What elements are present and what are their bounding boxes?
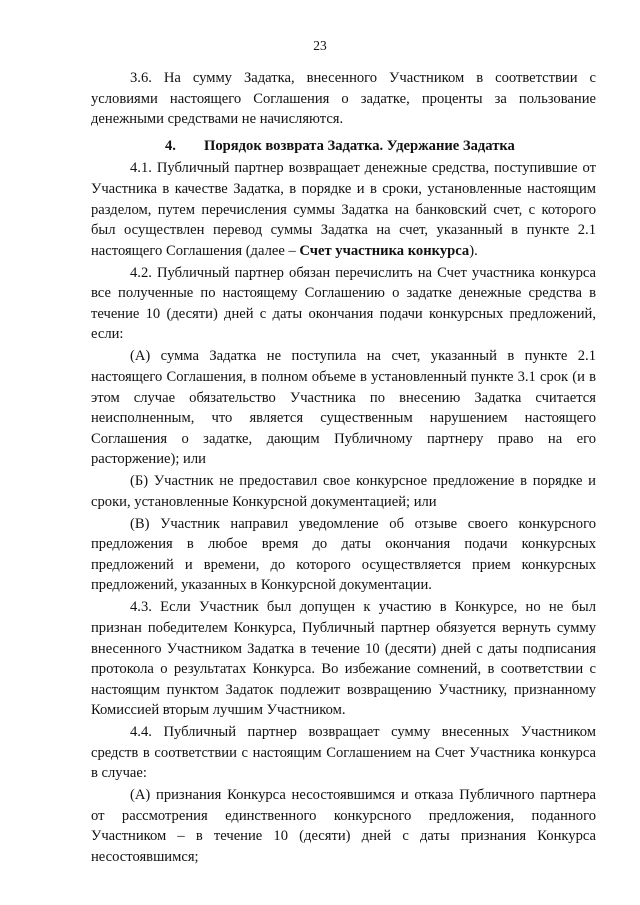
clause-4-3: 4.3. Если Участник был допущен к участию в Конкурсе, но не был признан победителем Конкурса, Публичный партнер обязуется вернуть сумму внесенного Участником Задатка в течение 10 (десяти) дней с даты подписания протокола о результатах Конкурса. Во избежание сомнений, в соответствии с настоящим пунктом Задаток подлежит возвращению Участнику, признанному Комиссией вторым лучшим Участником. xyxy=(91,599,596,719)
item-4-2-a: (А) сумма Задатка не поступила на счет, указанный в пункте 2.1 настоящего Соглашения, в полном объеме в установленный пункте 3.1 срок (и в этом случае обязательство Участника по внесению Задатка считается неисполненным, что является существенным нарушением настоящего Соглашения о задатке, дающим Публичному партнеру право на его расторжение); или xyxy=(91,348,596,468)
item-4-4-a: (А) признания Конкурса несостоявшимся и отказа Публичного партнера от рассмотрения единственного конкурсного предложения, поданного Участником – в течение 10 (десяти) дней с даты признания Конкурса несостоявшимся; xyxy=(91,787,596,866)
page-number: 23 xyxy=(313,38,327,53)
section-title: Порядок возврата Задатка. Удержание Задатка xyxy=(204,137,515,154)
clause-4-4: 4.4. Публичный партнер возвращает сумму внесенных Участником средств в соответствии с настоящим Соглашением на Счет Участника конкурса в случае: xyxy=(91,724,596,782)
item-4-2-c: (В) Участник направил уведомление об отзыве своего конкурсного предложения в любое время до даты окончания подачи конкурсных предложений и времени, до которого осуществляется прием конкурсных предложений, указанных в Конкурсной документации. xyxy=(91,515,596,594)
section-number: 4. xyxy=(165,137,176,154)
clause-4-1 xyxy=(91,158,596,261)
defined-term: Счет участника конкурса xyxy=(299,242,470,259)
clause-4-1-end: ). xyxy=(469,242,478,259)
section-heading xyxy=(91,136,596,157)
item-4-2-b: (Б) Участник не предоставил свое конкурсное предложение в порядке и сроки, установленные Конкурсной документацией; или xyxy=(91,473,596,510)
page-content xyxy=(91,68,596,869)
clause-4-2: 4.2. Публичный партнер обязан перечислить на Счет участника конкурса все полученные по настоящему Соглашению о задатке денежные средства в течение 10 (десяти) дней с даты окончания подачи конкурсных предложений, если: xyxy=(91,264,596,343)
clause-4-1-text: 4.1. Публичный партнер возвращает денежные средства, поступившие от Участника в качестве Задатка, в порядке и в сроки, установленные настоящим разделом, путем перечисления суммы Задатка на банковский счет, с которого был осуществлен перевод суммы Задатка на счет, указанный в пункте 2.1 настоящего Соглашения (далее – xyxy=(91,160,596,259)
clause-3-6: 3.6. На сумму Задатка, внесенного Участником в соответствии с условиями настоящего Соглашения о задатке, проценты за пользование денежными средствами не начисляются. xyxy=(91,70,596,128)
